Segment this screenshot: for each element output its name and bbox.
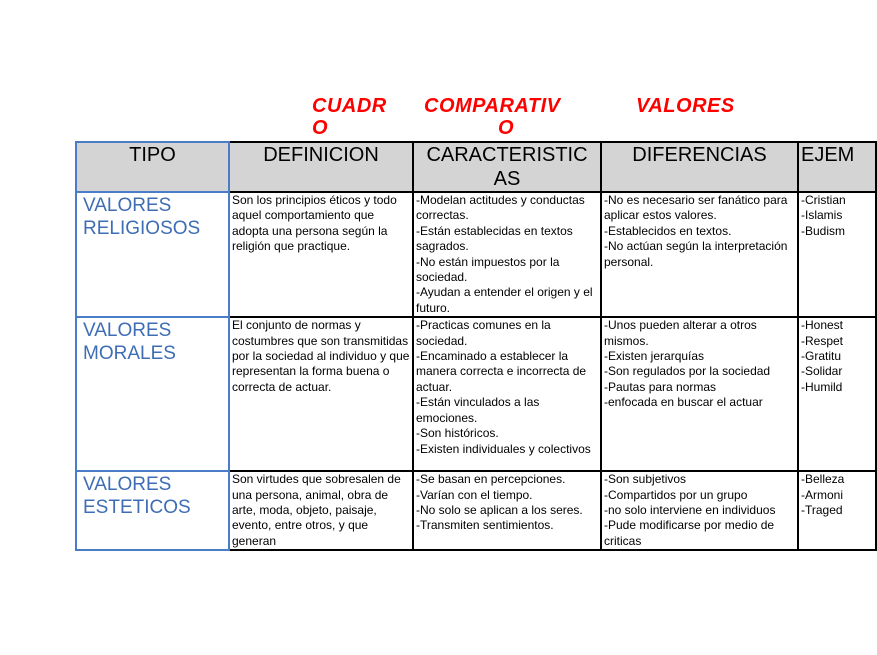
characteristic-item: -Se basan en percepciones. [416,472,566,487]
characteristic-item: -Están vinculados a las emociones. [416,395,540,425]
characteristics-cell [413,317,601,471]
title-cuadro-line1: CUADR [312,95,387,117]
difference-item: -Pautas para normas [604,379,717,394]
characteristic-item: -Son históricos. [416,426,499,441]
example-item: -Gratitu [801,349,842,364]
differences-cell [601,192,798,317]
title-comparativo [424,95,594,139]
characteristic-item: -Modelan actitudes y conductas correctas. [416,193,585,223]
type-cell: VALORES ESTETICOS [76,471,229,550]
examples-cell [798,471,876,550]
characteristic-item: -Existen individuales y colectivos [416,441,591,456]
difference-item: -no solo interviene en individuos [604,503,776,518]
characteristic-item: -No están impuestos por la sociedad. [416,254,560,285]
header-ejemplos: EJEM [798,142,876,192]
header-row [76,142,876,192]
title-comparativo-line1: COMPARATIV [424,95,561,117]
difference-item: -Pude modificarse por medio de criticas [604,518,775,548]
example-item: -Traged [801,503,843,518]
header-definicion: DEFINICION [229,142,413,192]
table-row [76,471,876,550]
characteristic-item: -Están establecidas en textos sagrados. [416,223,573,254]
difference-item: -enfocada en buscar el actuar [604,395,763,410]
example-item: -Solidar [801,364,843,379]
title-valores: VALORES [636,95,735,117]
difference-item: -Existen jerarquías [604,349,705,364]
characteristic-item: -Varían con el tiempo. [416,487,533,502]
characteristics-cell [413,471,601,550]
example-item: -Honest [801,318,844,333]
difference-item: -Son regulados por la sociedad [604,364,771,379]
example-item: -Humild [801,379,843,394]
header-caracteristicas: CARACTERISTIC AS [413,142,601,192]
characteristic-item: -Ayudan a entender el origen y el futuro. [416,285,593,315]
header-tipo: TIPO [76,142,229,192]
definition-cell: Son virtudes que sobresalen de una persona, animal, obra de arte, moda, objeto, paisaje, evento, entre otros, y que generan [229,471,413,550]
differences-cell [601,471,798,550]
title-cuadro-line2: O [312,117,329,139]
table-row [76,192,876,317]
definition-cell: El conjunto de normas y costumbres que son transmitidas por la sociedad al individuo y que representan la forma buena o correcta de actuar. [229,317,413,471]
differences-cell [601,317,798,471]
comparison-table [75,141,877,551]
characteristic-item: -Practicas comunes en la sociedad. [416,318,551,348]
difference-item: -Unos pueden alterar a otros mismos. [604,318,757,348]
example-item: -Respet [801,333,844,348]
definition-cell: Son los principios éticos y todo aquel comportamiento que adopta una persona según la religión que practique. [229,192,413,317]
difference-item: -Establecidos en textos. [604,223,732,238]
difference-item: -Compartidos por un grupo [604,487,748,502]
difference-item: -Son subjetivos [604,472,687,487]
header-diferencias: DIFERENCIAS [601,142,798,192]
characteristic-item: -Encaminado a establecer la manera correcta e incorrecta de actuar. [416,349,587,394]
title-comparativo-line2: O [498,117,515,139]
title-cuadro [312,95,404,139]
examples-cell [798,192,876,317]
table-row [76,317,876,471]
example-item: -Islamis [801,208,843,223]
difference-item: -No es necesario ser fanático para aplicar estos valores. [604,193,788,223]
characteristic-item: -No solo se aplican a los seres. [416,503,583,518]
type-cell: VALORES MORALES [76,317,229,471]
difference-item: -No actúan según la interpretación personal. [604,239,788,269]
examples-cell [798,317,876,471]
example-item: -Cristian [801,193,846,207]
characteristic-item: -Transmiten sentimientos. [416,518,554,533]
characteristics-cell [413,192,601,317]
example-item: -Budism [801,223,846,238]
type-cell: VALORES RELIGIOSOS [76,192,229,317]
example-item: -Belleza [801,472,845,487]
example-item: -Armoni [801,487,844,502]
